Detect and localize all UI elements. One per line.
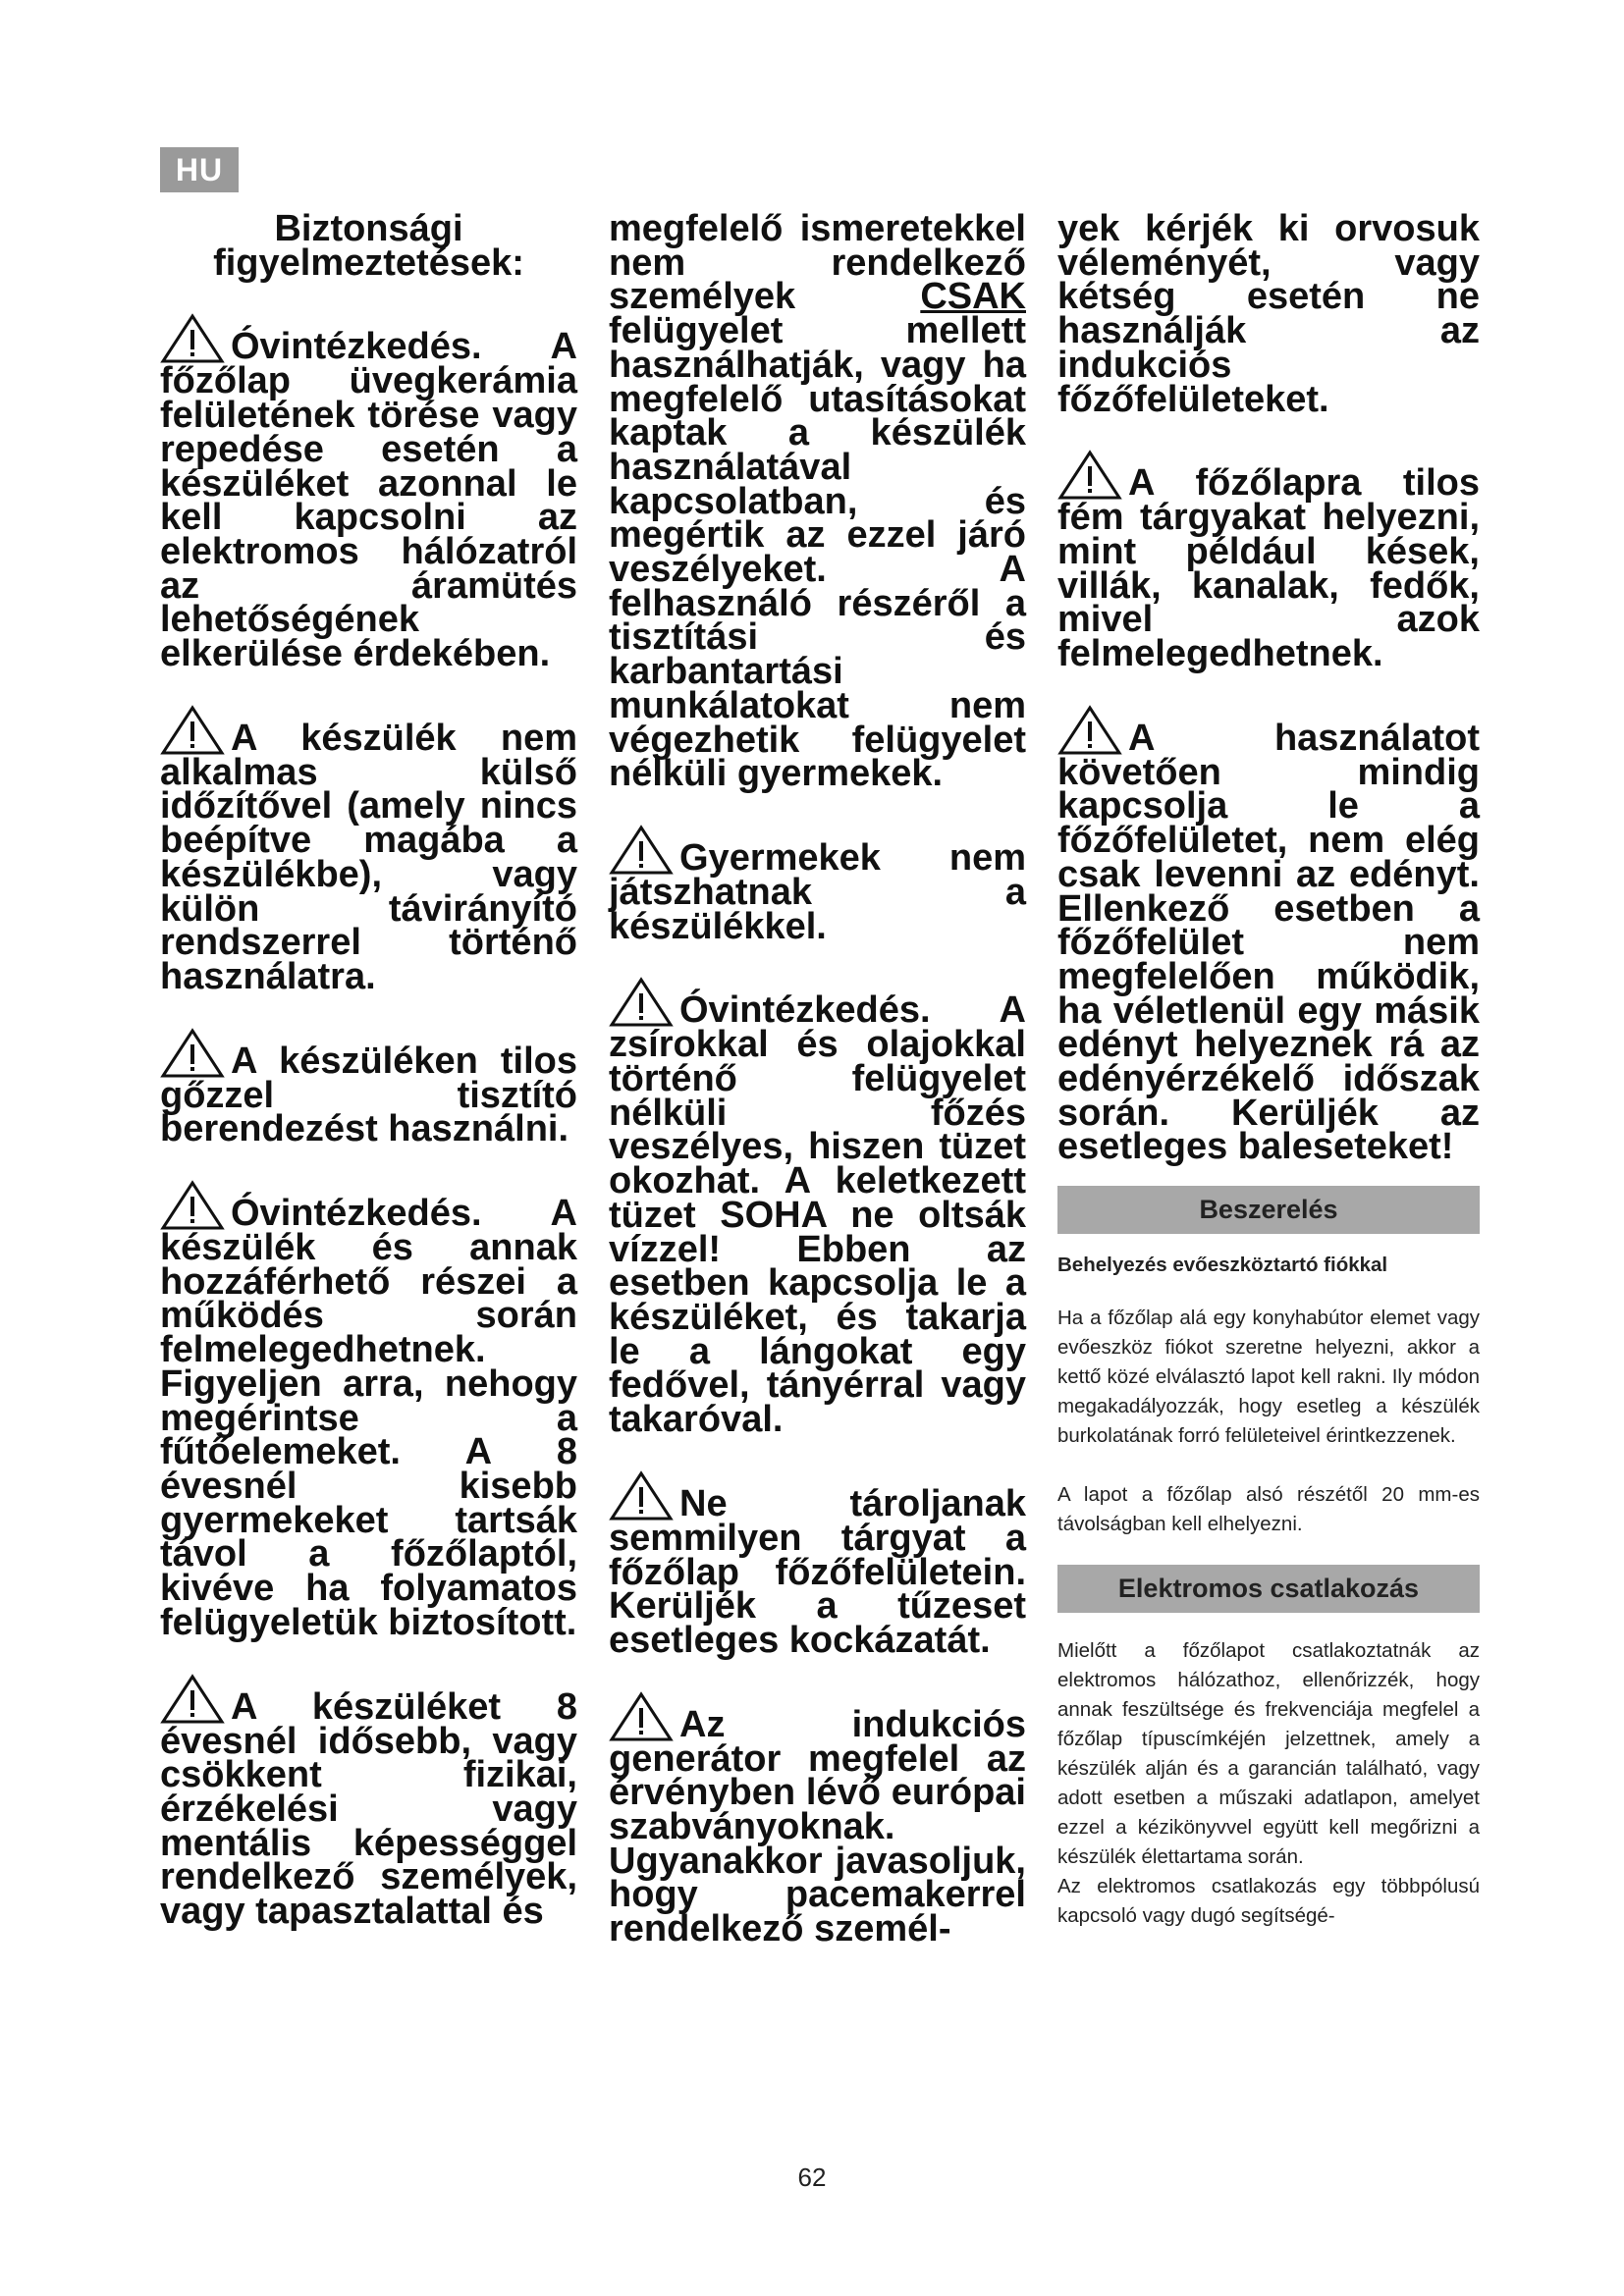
warning-paragraph: Gyermekek nem játszhatnak a készülékkel. <box>609 825 1026 943</box>
warning-triangle-icon <box>609 1470 674 1522</box>
warning-paragraph: A főzőlapra tilos fém tárgyakat helyezni, mint például kések, villák, kanalak, fedők, mivel azok felmelegedhetnek. <box>1057 450 1480 671</box>
section-header-installation: Beszerelés <box>1057 1186 1480 1234</box>
warning-triangle-icon <box>1057 705 1122 756</box>
body-paragraph: megfelelő ismeretekkel nem rendelkező személyek CSAK felügyelet mellett használhatják, vagy ha megfelelő utasításokat kaptak a készülék használatával kapcsolatban, és megértik az ezzel járó veszélyeket. A felhasználó részéről a tisztítási és karbantartási munkálatokat nem végezhetik felügyelet nélküli gyermekek. <box>609 208 1026 795</box>
warning-paragraph: Óvintézkedés. A főzőlap üvegkerámia felületének törése vagy repedése esetén a készüléket azonnal le kell kapcsolni az elektromos hálózatról az áramütés lehetőségének elkerülése érdekében. <box>160 313 577 670</box>
column-2 <box>609 208 1026 1950</box>
warning-paragraph: A használatot követően mindig kapcsolja le a főzőfelületet, nem elég csak levenni az edényt. Ellenkező esetben a főzőfelület nem megfelelően működik, ha véletlenül egy másik edényt helyeznek rá az edényérzékelő időszak során. Kerüljék az esetleges baleseteket! <box>1057 705 1480 1164</box>
column-1 <box>160 208 577 1933</box>
warning-triangle-icon <box>609 977 674 1028</box>
warning-paragraph: Óvintézkedés. A zsírokkal és olajokkal történő felügyelet nélküli főzés veszélyes, hiszen tüzet okozhat. A keletkezett tüzet SOHA ne oltsák vízzel! Ebben az esetben kapcsolja le a készüléket, és takarja le a lángokat egy fedővel, tányérral vagy takaróval. <box>609 977 1026 1436</box>
warning-triangle-icon <box>160 1180 225 1231</box>
warning-paragraph: A készüléket 8 évesnél idősebb, vagy csökkent fizikai, érzékelési vagy mentális képességgel rendelkező személyek, vagy tapasztalattal és <box>160 1674 577 1929</box>
section-header-electrical: Elektromos csatlakozás <box>1057 1565 1480 1613</box>
warning-triangle-icon <box>609 1691 674 1742</box>
language-badge: HU <box>160 147 239 192</box>
subheading: Behelyezés evőeszköztartó fiókkal <box>1057 1254 1388 1277</box>
warning-triangle-icon <box>160 313 225 364</box>
column-3 <box>1057 208 1480 1931</box>
warning-paragraph: Óvintézkedés. A készülék és annak hozzáférhető részei a működés során felmelegedhetnek. Figyeljen arra, nehogy megérintse a fűtőelemeket. A 8 évesnél kisebb gyermekeket tartsák távol a főzőlaptól, kivéve ha folyamatos felügyeletük biztosított. <box>160 1180 577 1639</box>
warning-triangle-icon <box>1057 450 1122 501</box>
warning-triangle-icon <box>160 705 225 756</box>
warning-triangle-icon <box>609 825 674 876</box>
warning-paragraph: A készülék nem alkalmas külső időzítővel (amely nincs beépítve magába a készülékbe), vagy külön távirányító rendszerrel történő használatra. <box>160 705 577 994</box>
body-paragraph: yek kérjék ki orvosuk véleményét, vagy kétség esetén ne használják az indukciós főzőfelületeket. <box>1057 208 1480 420</box>
warning-triangle-icon <box>160 1674 225 1725</box>
warning-paragraph: A készüléken tilos gőzzel tisztító berendezést használni. <box>160 1028 577 1147</box>
emphasis-only: CSAK <box>920 276 1026 318</box>
warning-paragraph: Ne tároljanak semmilyen tárgyat a főzőlap főzőfelületein. Kerüljék a tűzeset esetleges kockázatát. <box>609 1470 1026 1658</box>
warning-triangle-icon <box>160 1028 225 1079</box>
warning-paragraph: Az indukciós generátor megfelel az érvényben lévő európai szabványoknak. Ugyanakkor javasoljuk, hogy pacemakerrel rendelkező személ- <box>609 1691 1026 1947</box>
page-number: 62 <box>797 2163 827 2192</box>
electrical-text: Mielőtt a főzőlapot csatlakoztatnák az elektromos hálózathoz, ellenőrizzék, hogy annak feszültsége és frekvenciája megfelel a főzőlap típuscímkéjén jelzettnek, amely a készülék alján és a garancián található, vagy adott esetben a műszaki adatlapon, amelyet ezzel a kézikönyvvel együtt kell megőrizni a készülék élettartama során. Az elektromos csatlakozás egy többpólusú kapcsoló vagy dugó segítségé- <box>1057 1638 1480 1927</box>
installation-text: Ha a főzőlap alá egy konyhabútor elemet vagy evőeszköz fiókot szeretne helyezni, akkor a kettő közé elválasztó lapot kell rakni. Ily módon megakadályozzák, hogy esetleg a készülék burkolatának forró felületeivel érintkezzenek. A lapot a főzőlap alsó részétől 20 mm-es távolságban kell elhelyezni. <box>1057 1306 1480 1535</box>
section-title: Biztonsági figyelmeztetések: <box>213 208 524 284</box>
